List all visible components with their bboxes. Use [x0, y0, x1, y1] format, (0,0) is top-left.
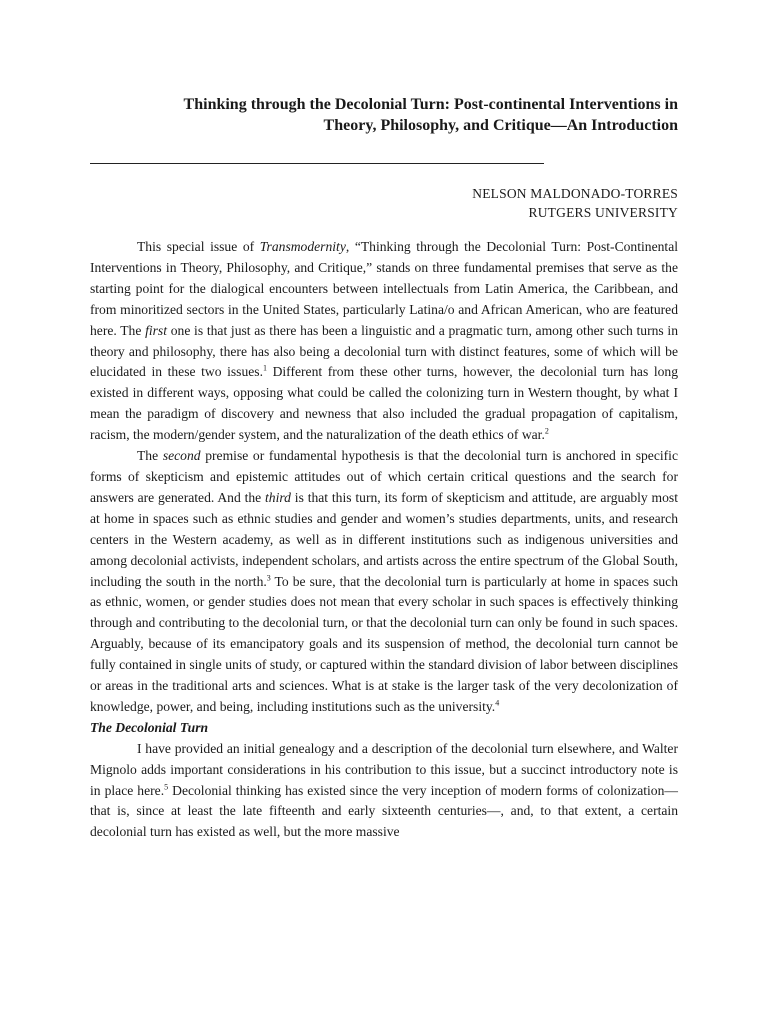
text-span: premise or fundamental hypothesis is that the decolonial turn is anchored in specific forms of skepticism and epistemic attitudes out of which certain critical questions and the search for answers are generated. And the — [90, 448, 678, 505]
footnote-ref-4: 4 — [495, 698, 500, 708]
paragraph-2 — [90, 446, 678, 718]
paragraph-1 — [90, 237, 678, 446]
article-title-line-1: Thinking through the Decolonial Turn: Post-continental Interventions in — [183, 96, 678, 113]
footnote-ref-5: 5 — [164, 782, 169, 792]
text-span: The — [137, 448, 163, 464]
author-affiliation: RUTGERS UNIVERSITY — [528, 205, 678, 220]
text-span: I have provided an initial genealogy and a description of the decolonial turn elsewhere, and Walter Mignolo adds important considerations in his contribution to this issue, but a succinct introductory note is in place here. — [90, 740, 678, 798]
emphasis-third: third — [265, 489, 291, 505]
title-divider — [90, 163, 544, 164]
author-name: NELSON MALDONADO-TORRES — [472, 186, 678, 201]
text-span: is that this turn, its form of skepticism and attitude, are arguably most at home in spaces such as ethnic studies and gender and women’s studies departments, units, and research centers in the Western academy, as well as in different institutions such as indigenous universities and among decolonial activists, independent scholars, and artists across the entire spectrum of the Global South, including the south in the north. — [90, 489, 678, 589]
paragraph-3 — [90, 739, 678, 844]
text-span: This special issue of — [137, 239, 260, 254]
text-span: one is that just as there has been a linguistic and a pragmatic turn, among other such turns in theory and philosophy, there has also being a decolonial turn with distinct features, some of which will be elucidated in these two issues. — [90, 322, 678, 380]
text-span: Decolonial thinking has existed since the very inception of modern forms of colonization—that is, since at least the late fifteenth and early sixteenth centuries—, and, to that extent, a certain decolonial turn has existed as well, but the more massive — [90, 782, 678, 840]
text-span: To be sure, that the decolonial turn is particularly at home in spaces such as ethnic, women, or gender studies does not mean that every scholar in such spaces is effectively thinking through and contributing to the decolonial turn, or that the decolonial turn can only be found in such spaces. Arguably, because of its emancipatory goals and its suspension of method, the decolonial turn cannot be fully contained in single units of study, or captured within the standard division of labor between disciplines or areas in the traditional arts and sciences. What is at stake is the larger task of the very decolonization of knowledge, power, and being, including institutions such as the university. — [90, 573, 678, 714]
emphasis-second: second — [162, 448, 201, 464]
text-span: , “Thinking through the Decolonial Turn: Post-Continental Interventions in Theory, Philosophy, and Critique,” stands on three fundamental premises that serve as the starting point for the dialogical encounters between intellectuals from Latin America, the Caribbean, and from minoritized sectors in the United States, particularly Latina/o and African American, who are featured here. The — [90, 239, 679, 338]
emphasis-first: first — [145, 322, 168, 338]
journal-name: Transmodernity — [259, 239, 346, 254]
footnote-ref-2: 2 — [544, 426, 549, 436]
footnote-ref-3: 3 — [266, 572, 271, 582]
author-block — [90, 184, 678, 222]
article-title-line-2: Theory, Philosophy, and Critique—An Introduction — [323, 117, 678, 134]
section-heading: The Decolonial Turn — [90, 719, 209, 735]
text-span: Different from these other turns, however, the decolonial turn has long existed in different ways, opposing what could be called the colonizing turn in Western thought, by what I mean the paradigm of discovery and newness that also included the gradual propagation of capitalism, racism, the modern/gender system, and the naturalization of the death ethics of war. — [90, 364, 678, 443]
article-body — [90, 237, 678, 843]
article-title — [90, 94, 678, 136]
footnote-ref-1: 1 — [263, 363, 267, 373]
